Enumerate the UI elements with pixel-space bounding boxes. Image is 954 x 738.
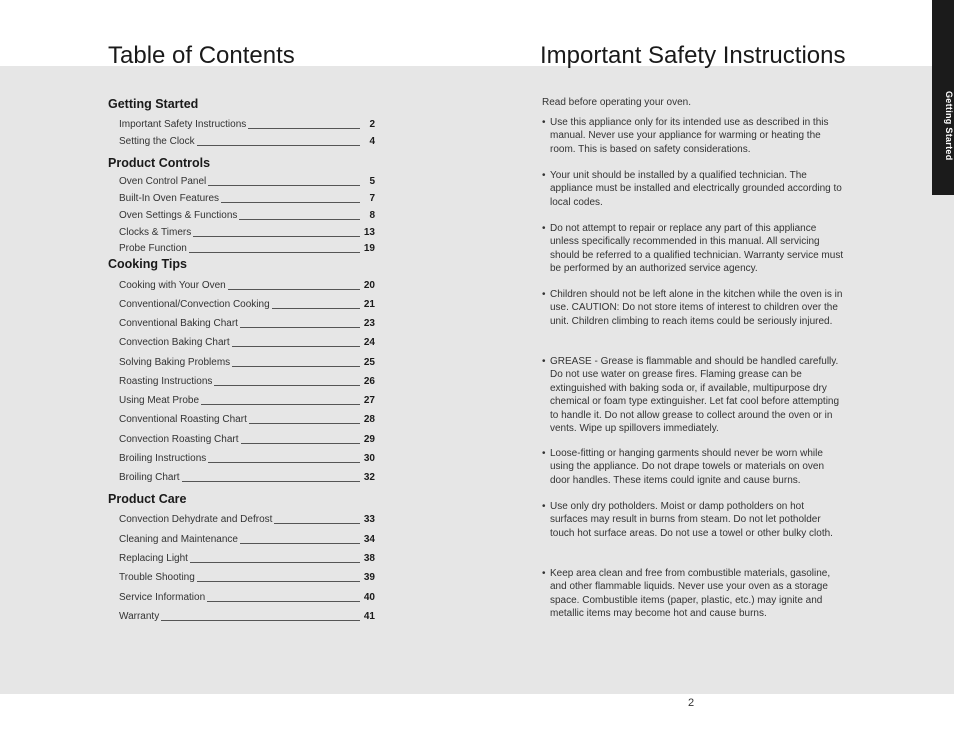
toc-entry-page: 39 [363,572,375,583]
toc-entry[interactable] [119,608,375,624]
toc-entry-label: Cooking with Your Oven [119,280,226,291]
toc-entry-label: Solving Baking Problems [119,357,231,368]
bullet-dot: • [542,356,546,367]
toc-entry-label: Warranty [119,611,160,622]
toc-section-heading: Product Controls [108,156,211,170]
toc-entry[interactable] [119,354,375,370]
page-number: 2 [688,697,695,709]
toc-entry[interactable] [119,116,375,132]
toc-entry-page: 38 [363,553,375,564]
bullet-text: Use this appliance only for its intended use as described in this manual. Never use your appliance for warming or heating the room. This is based on safety considerations. [550,117,829,155]
toc-entry-label: Conventional/Convection Cooking [119,299,270,310]
toc-entry[interactable] [119,173,375,189]
toc-entry[interactable] [119,277,375,293]
toc-entry-label: Using Meat Probe [119,395,200,406]
toc-entry[interactable] [119,373,375,389]
toc-entry[interactable] [119,569,375,585]
safety-bullet [542,222,844,276]
toc-entry[interactable] [119,411,375,427]
toc-entry-label: Conventional Roasting Chart [119,414,247,425]
toc-entry-page: 34 [363,534,375,545]
toc-entry-label: Trouble Shooting [119,572,195,583]
bullet-text: Children should not be left alone in the kitchen while the oven is in use. CAUTION: Do not store items of interest to children over the unit. Children climbing to reach items could be seriously injured. [550,289,843,327]
toc-entry-page: 23 [363,318,375,329]
bullet-text: Loose-fitting or hanging garments should never be worn while using the appliance. Do not drape towels or materials on oven door handles. These items could ignite and cause burns. [550,448,825,486]
toc-leader [182,480,360,482]
toc-entry-label: Broiling Chart [119,472,180,483]
toc-entry[interactable] [119,133,375,149]
toc-leader [208,184,360,186]
toc-entry[interactable] [119,190,375,206]
bullet-dot: • [542,501,546,512]
toc-entry-label: Built-In Oven Features [119,193,220,204]
toc-leader [201,403,360,405]
toc-entry-label: Roasting Instructions [119,376,213,387]
bullet-text: Do not attempt to repair or replace any part of this appliance unless specifically recommended in this manual. All servicing should be referred to a qualified technician. Warranty service must be performed by an authorized service agency. [550,223,844,275]
toc-leader [248,127,360,129]
bullet-text: Your unit should be installed by a qualified technician. The appliance must be installed and electrically grounded according to local codes. [550,170,842,208]
toc-entry[interactable] [119,450,375,466]
toc-leader [272,307,360,309]
safety-intro: Read before operating your oven. [542,97,691,108]
toc-leader [232,345,360,347]
toc-entry-page: 21 [363,299,375,310]
toc-leader [208,461,360,463]
bullet-dot: • [542,448,546,459]
toc-entry[interactable] [119,334,375,350]
side-tab-label: Getting Started [944,90,954,161]
toc-leader [214,384,360,386]
toc-entry-label: Setting the Clock [119,136,195,147]
toc-entry-label: Convection Baking Chart [119,337,230,348]
toc-entry[interactable] [119,511,375,527]
toc-entry-label: Convection Dehydrate and Defrost [119,514,273,525]
safety-bullet [542,288,844,328]
toc-leader [241,442,360,444]
bullet-text: Keep area clean and free from combustible materials, gasoline, and other flammable liquids. Never use your oven as a storage space. Combustible items (paper, plastic, etc.) may ignite and metallic items may become hot and cause burns. [550,568,831,620]
toc-entry-label: Cleaning and Maintenance [119,534,238,545]
toc-entry-label: Service Information [119,592,206,603]
toc-entry[interactable] [119,392,375,408]
toc-leader [161,619,360,621]
toc-entry-label: Oven Settings & Functions [119,210,238,221]
toc-entry-page: 13 [363,227,375,238]
toc-leader [249,422,360,424]
toc-entry-page: 5 [369,176,375,187]
bullet-dot: • [542,170,546,181]
toc-leader [274,522,360,524]
toc-entry[interactable] [119,296,375,312]
safety-bullet [542,500,844,540]
toc-entry[interactable] [119,431,375,447]
toc-entry[interactable] [119,224,375,240]
toc-entry-label: Broiling Instructions [119,453,207,464]
toc-entry-label: Convection Roasting Chart [119,434,239,445]
toc-entry-page: 2 [369,119,375,130]
safety-bullet [542,567,844,621]
toc-leader [189,251,360,253]
toc-entry-page: 30 [363,453,375,464]
toc-title: Table of Contents [108,42,295,69]
safety-bullet [542,447,844,487]
toc-entry-page: 29 [363,434,375,445]
toc-entry-page: 24 [363,337,375,348]
toc-entry-page: 40 [363,592,375,603]
safety-title: Important Safety Instructions [540,42,846,69]
toc-entry-label: Oven Control Panel [119,176,207,187]
toc-entry-page: 7 [369,193,375,204]
toc-entry-page: 25 [363,357,375,368]
toc-leader [207,600,360,602]
toc-leader [193,235,360,237]
toc-entry[interactable] [119,207,375,223]
bullet-dot: • [542,289,546,300]
toc-entry[interactable] [119,531,375,547]
bullet-text: Use only dry potholders. Moist or damp potholders on hot surfaces may result in burns from steam. Do not let potholder touch hot surface areas. Do not use a towel or other bulky cloth. [550,501,833,539]
bullet-dot: • [542,568,546,579]
toc-leader [197,144,360,146]
safety-bullet [542,169,844,209]
toc-leader [197,580,360,582]
toc-entry-page: 33 [363,514,375,525]
bullet-text: GREASE - Grease is flammable and should be handled carefully. Do not use water on grease fires. Flaming grease can be extinguished with baking soda or, if available, multipurpose dry chemical or foam type extinguisher. Let fat cool before attempting to handle it. Do not allow grease to collect around the oven or in vents. Wipe up spillovers immediately. [550,356,840,435]
toc-section-heading: Getting Started [108,97,199,111]
bullet-dot: • [542,223,546,234]
toc-entry-page: 20 [363,280,375,291]
toc-entry-label: Replacing Light [119,553,188,564]
bullet-dot: • [542,117,546,128]
toc-entry-page: 19 [363,243,375,254]
toc-leader [240,326,360,328]
toc-entry-page: 28 [363,414,375,425]
toc-entry[interactable] [119,315,375,331]
safety-bullet [542,116,844,156]
toc-entry-page: 32 [363,472,375,483]
toc-entry[interactable] [119,550,375,566]
toc-entry-label: Clocks & Timers [119,227,192,238]
toc-leader [232,365,360,367]
toc-entry[interactable] [119,589,375,605]
toc-section-heading: Product Care [108,492,187,506]
toc-entry[interactable] [119,240,375,256]
toc-entry[interactable] [119,469,375,485]
toc-leader [228,288,360,290]
toc-entry-page: 4 [369,136,375,147]
toc-entry-label: Important Safety Instructions [119,119,247,130]
toc-entry-page: 41 [363,611,375,622]
toc-entry-page: 27 [363,395,375,406]
toc-leader [221,201,360,203]
toc-entry-page: 8 [369,210,375,221]
safety-bullet [542,355,844,435]
toc-leader [240,542,360,544]
toc-leader [190,561,360,563]
toc-entry-label: Conventional Baking Chart [119,318,238,329]
toc-entry-label: Probe Function [119,243,187,254]
toc-entry-page: 26 [363,376,375,387]
toc-section-heading: Cooking Tips [108,257,187,271]
toc-leader [239,218,360,220]
